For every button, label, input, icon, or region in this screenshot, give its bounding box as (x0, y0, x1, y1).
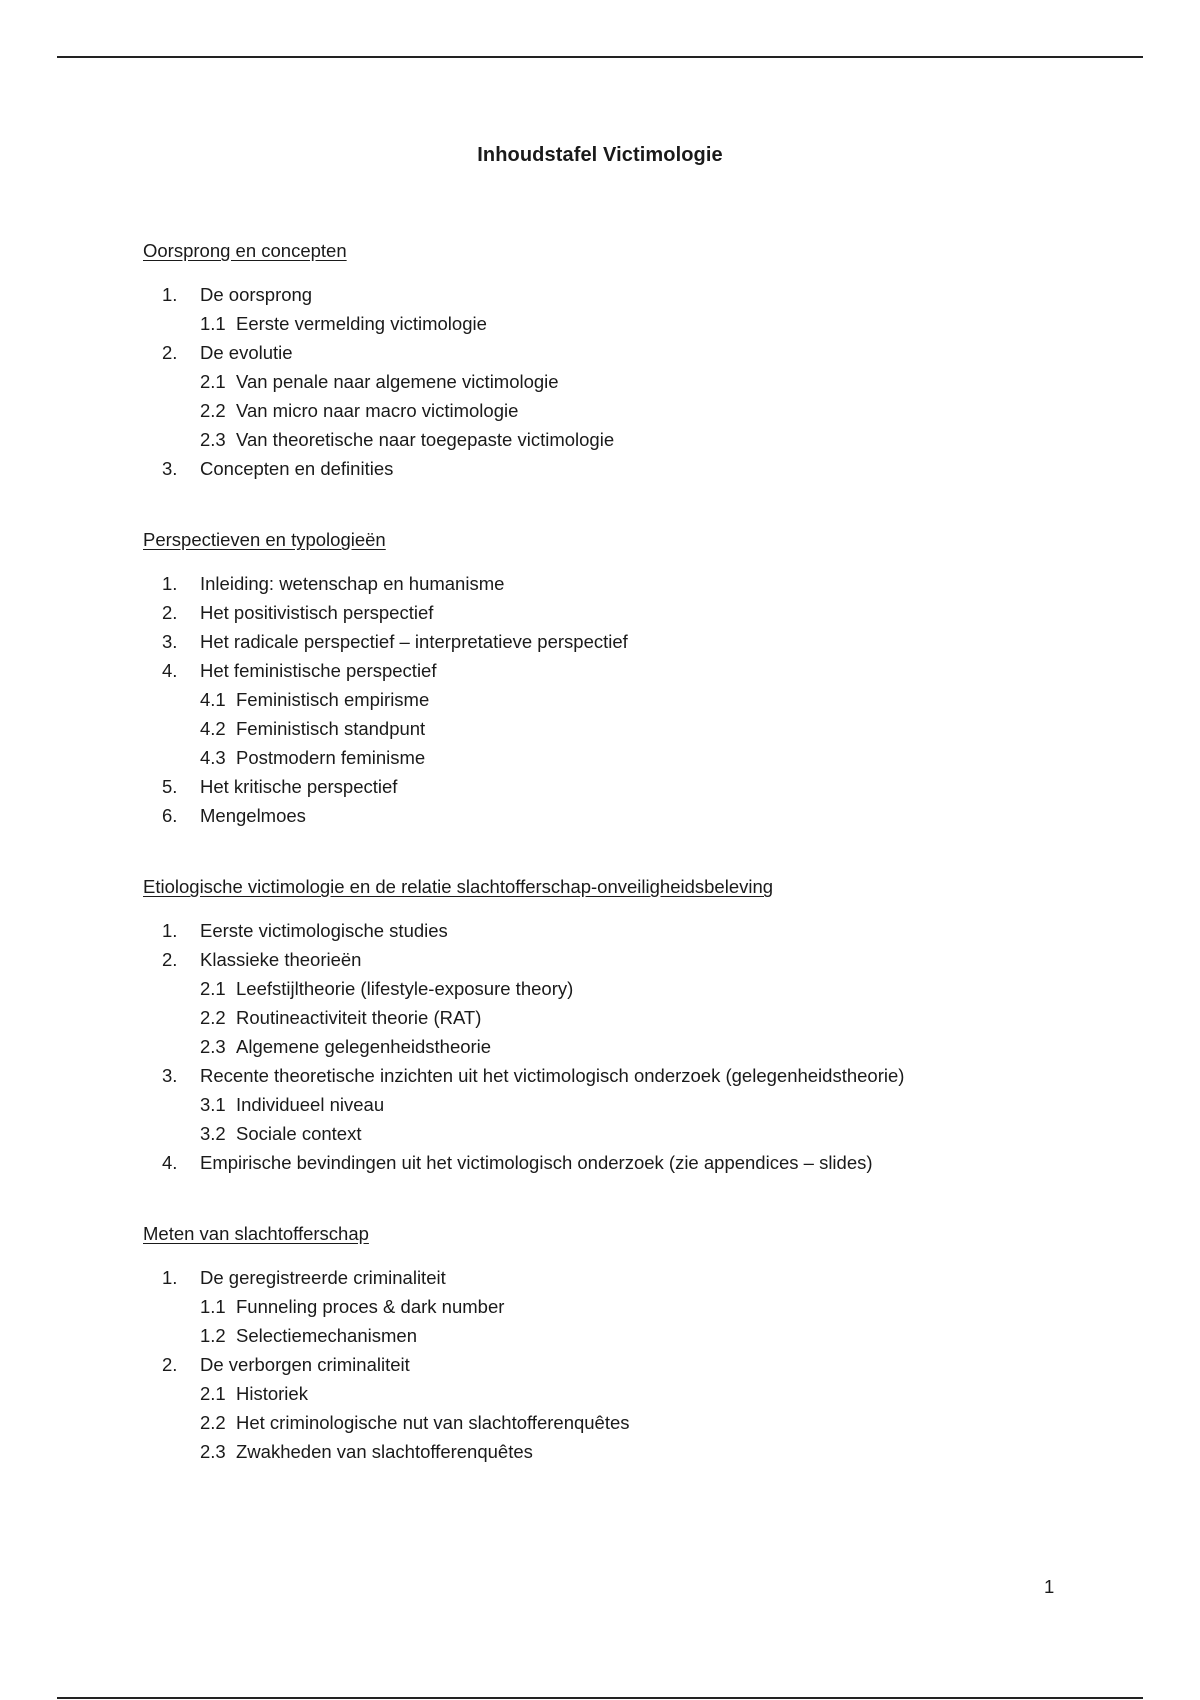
toc-subitem (143, 974, 1143, 1003)
toc-item-number: 1.1 (200, 313, 226, 334)
toc-item (143, 627, 1143, 656)
toc-item-text: De evolutie (200, 342, 293, 363)
footer-rule (57, 1697, 1143, 1699)
toc-item-number: 5. (162, 776, 178, 797)
toc-item-text: Mengelmoes (200, 805, 306, 826)
toc-item-number: 2.3 (200, 1036, 226, 1057)
section-heading: Perspectieven en typologieën (143, 529, 386, 550)
section-heading: Meten van slachtofferschap (143, 1223, 369, 1244)
toc-item-number: 6. (162, 805, 178, 826)
toc-item-text: Eerste vermelding victimologie (236, 313, 487, 334)
toc-item-number: 1.1 (200, 1296, 226, 1317)
toc-item-text: Recente theoretische inzichten uit het victimologisch onderzoek (gelegenheidstheorie) (200, 1065, 905, 1086)
toc-item-text: Routineactiviteit theorie (RAT) (236, 1007, 482, 1028)
toc-item-number: 2.2 (200, 1412, 226, 1433)
toc-subitem (143, 743, 1143, 772)
toc-item (143, 598, 1143, 627)
toc-subitem (143, 309, 1143, 338)
toc-item (143, 916, 1143, 945)
section-heading: Oorsprong en concepten (143, 240, 347, 261)
toc-item (143, 454, 1143, 483)
toc-subitem (143, 1437, 1143, 1466)
toc-item-text: Funneling proces & dark number (236, 1296, 505, 1317)
page-number: 1 (1044, 1576, 1055, 1597)
toc-item-text: De verborgen criminaliteit (200, 1354, 410, 1375)
toc-item-text: Eerste victimologische studies (200, 920, 448, 941)
toc-item-number: 2.2 (200, 400, 226, 421)
toc-section (143, 874, 1143, 1177)
toc-item-text: De geregistreerde criminaliteit (200, 1267, 446, 1288)
toc-item-text: Selectiemechanismen (236, 1325, 417, 1346)
toc-item-number: 1. (162, 573, 178, 594)
toc-item-number: 3.1 (200, 1094, 226, 1115)
toc-item-number: 3. (162, 1065, 178, 1086)
toc-subitem (143, 1003, 1143, 1032)
toc-subitem (143, 1379, 1143, 1408)
toc-item-number: 3.2 (200, 1123, 226, 1144)
toc-item-number: 4.2 (200, 718, 226, 739)
toc-subitem (143, 714, 1143, 743)
header-rule (57, 56, 1143, 58)
toc-item-text: Leefstijltheorie (lifestyle-exposure theory) (236, 978, 574, 999)
toc-item-text: Feministisch standpunt (236, 718, 426, 739)
toc-item (143, 656, 1143, 685)
toc-subitem (143, 1321, 1143, 1350)
toc-item-number: 1. (162, 920, 178, 941)
toc-item (143, 945, 1143, 974)
toc-item-text: Het radicale perspectief – interpretatieve perspectief (200, 631, 628, 652)
toc-item-number: 4. (162, 1152, 178, 1173)
toc-subitem (143, 1119, 1143, 1148)
toc-item-text: Empirische bevindingen uit het victimologisch onderzoek (zie appendices – slides) (200, 1152, 873, 1173)
toc-subitem (143, 1090, 1143, 1119)
toc-item-number: 4. (162, 660, 178, 681)
toc-subitem (143, 1292, 1143, 1321)
toc-section (143, 527, 1143, 830)
toc-item-text: Van penale naar algemene victimologie (236, 371, 559, 392)
section-heading: Etiologische victimologie en de relatie slachtofferschap-onveiligheidsbeleving (143, 876, 774, 897)
toc-item-text: Het feministische perspectief (200, 660, 437, 681)
toc-item (143, 1350, 1143, 1379)
toc-item-text: De oorsprong (200, 284, 313, 305)
toc-item-text: Individueel niveau (236, 1094, 385, 1115)
toc-item-text: Inleiding: wetenschap en humanisme (200, 573, 505, 594)
toc-item-text: Postmodern feminisme (236, 747, 426, 768)
toc-subitem (143, 425, 1143, 454)
toc-item (143, 772, 1143, 801)
toc-section (143, 1221, 1143, 1466)
toc-subitem (143, 367, 1143, 396)
document-title: Inhoudstafel Victimologie (477, 144, 723, 166)
toc-item-text: Van micro naar macro victimologie (236, 400, 519, 421)
toc-item-text: Feministisch empirisme (236, 689, 430, 710)
toc-item-number: 1.2 (200, 1325, 226, 1346)
toc-item (143, 1263, 1143, 1292)
toc-item-number: 4.3 (200, 747, 226, 768)
toc-item-text: Sociale context (236, 1123, 362, 1144)
toc-subitem (143, 1408, 1143, 1437)
toc-item (143, 1061, 1143, 1090)
toc-item-number: 2.1 (200, 978, 226, 999)
toc-section (143, 238, 1143, 483)
toc-item (143, 569, 1143, 598)
toc-item-number: 3. (162, 458, 178, 479)
toc-subitem (143, 685, 1143, 714)
toc-item (143, 280, 1143, 309)
toc-item-number: 2. (162, 1354, 178, 1375)
toc-item (143, 338, 1143, 367)
toc-item-text: Het criminologische nut van slachtofferenquêtes (236, 1412, 630, 1433)
toc-item-text: Concepten en definities (200, 458, 394, 479)
toc-item-text: Het positivistisch perspectief (200, 602, 434, 623)
toc-item-number: 4.1 (200, 689, 226, 710)
toc-item-number: 2.1 (200, 1383, 226, 1404)
toc-item-text: Zwakheden van slachtofferenquêtes (236, 1441, 533, 1462)
toc-item-text: Klassieke theorieën (200, 949, 362, 970)
toc-item (143, 801, 1143, 830)
toc-item-number: 2. (162, 342, 178, 363)
toc-item-text: Het kritische perspectief (200, 776, 398, 797)
toc-item-text: Historiek (236, 1383, 308, 1404)
toc-item-number: 2.2 (200, 1007, 226, 1028)
toc-item-text: Algemene gelegenheidstheorie (236, 1036, 492, 1057)
table-of-contents (143, 238, 1143, 1510)
toc-item-number: 2.3 (200, 429, 226, 450)
toc-item-number: 2.3 (200, 1441, 226, 1462)
toc-item-number: 2. (162, 949, 178, 970)
toc-item-number: 1. (162, 1267, 178, 1288)
toc-item-number: 2. (162, 602, 178, 623)
toc-item-number: 3. (162, 631, 178, 652)
toc-subitem (143, 1032, 1143, 1061)
toc-item-number: 1. (162, 284, 178, 305)
toc-item (143, 1148, 1143, 1177)
toc-item-text: Van theoretische naar toegepaste victimologie (236, 429, 615, 450)
toc-subitem (143, 396, 1143, 425)
toc-item-number: 2.1 (200, 371, 226, 392)
